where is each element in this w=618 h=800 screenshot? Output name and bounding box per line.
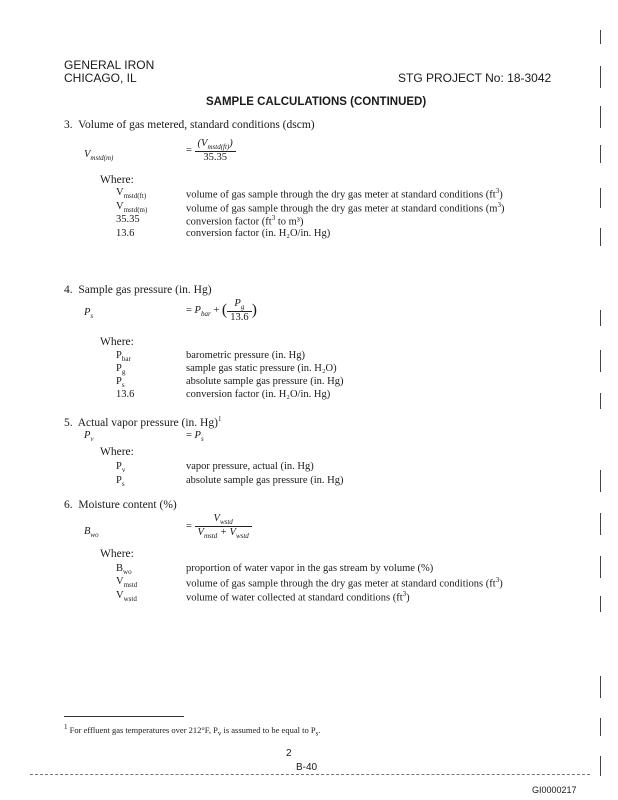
- section-6-term-definition: volume of water collected at standard conditions $(ft^3)$: [186, 590, 410, 604]
- section-5-where: Where:: [100, 446, 134, 458]
- section-3-term-definition: conversion factor ($ft^3$ to m³): [186, 214, 304, 228]
- section-4-term-definition: absolute sample gas pressure (in. Hg): [186, 376, 344, 387]
- section-4-term-symbol: $P_s$: [116, 376, 125, 390]
- section-3-lhs: $V_{mstd(m)}$: [84, 149, 114, 163]
- scan-mark: [600, 145, 601, 163]
- section-6-term-definition: volume of gas sample through the dry gas meter at standard conditions $(ft^3)$: [186, 576, 503, 590]
- section-6-term-definition: proportion of water vapor in the gas stream by volume (%): [186, 563, 434, 574]
- section-4-formula: = $P_{bar}$ + ( $\frac{P_g}{13.6}$ ): [186, 298, 257, 324]
- project-number: 18-3042: [507, 71, 552, 85]
- section-3-term-symbol: $V_{mstd(ft)}$: [116, 187, 147, 201]
- section-4-term-symbol: $P_{bar}$: [116, 350, 131, 364]
- section-5-term-symbol: $P_s$: [116, 475, 125, 489]
- section-5-term-definition: absolute sample gas pressure (in. Hg): [186, 475, 344, 486]
- scan-mark: [600, 718, 601, 736]
- section-3-formula: = $\frac{(V_{mstd(ft)})}{35.35}$: [186, 138, 236, 163]
- scan-mark: [600, 513, 601, 535]
- scan-mark: [600, 310, 601, 326]
- section-4-where: Where:: [100, 336, 134, 348]
- section-3-term-definition: conversion factor (in. H₂O/in. Hg): [186, 228, 331, 239]
- page-code: B-40: [296, 762, 318, 773]
- section-3-where: Where:: [100, 174, 134, 186]
- section-3-term-definition: volume of gas sample through the dry gas meter at standard conditions $(ft^3)$: [186, 187, 503, 201]
- section-3-term-symbol: 13.6: [116, 228, 135, 239]
- scan-mark: [600, 350, 601, 372]
- section-6-heading: 6. Moisture content (%): [64, 499, 177, 511]
- scan-mark: [600, 470, 601, 492]
- section-6-term-symbol: $V_{mstd}$: [116, 576, 138, 590]
- section-4-term-definition: sample gas static pressure (in. H₂O): [186, 363, 337, 374]
- section-3-heading: 3. Volume of gas metered, standard conditions (dscm): [64, 119, 315, 131]
- footnote-separator: [64, 716, 184, 717]
- section-6-where: Where:: [100, 548, 134, 560]
- section-5-formula: = $P_s$: [186, 430, 204, 444]
- page-number: 2: [286, 748, 292, 759]
- bates-number: GI0000217: [532, 785, 577, 795]
- section-3-term-definition: volume of gas sample through the dry gas meter at standard conditions $(m^3)$: [186, 201, 505, 215]
- scan-mark: [600, 66, 601, 88]
- section-6-term-symbol: $V_{wstd}$: [116, 590, 137, 604]
- section-3-term-symbol: 35.35: [116, 214, 140, 225]
- section-5-heading: 5. Actual vapor pressure (in. Hg)$^1$: [64, 415, 222, 429]
- section-4-term-symbol: 13.6: [116, 389, 135, 400]
- scan-mark: [600, 596, 601, 612]
- section-5-term-definition: vapor pressure, actual (in. Hg): [186, 461, 314, 472]
- page-title: SAMPLE CALCULATIONS (CONTINUED): [206, 96, 427, 108]
- scan-mark: [600, 30, 601, 44]
- section-4-term-definition: barometric pressure (in. Hg): [186, 350, 305, 361]
- scan-mark: [600, 106, 601, 128]
- company-location: CHICAGO, IL: [64, 71, 137, 85]
- section-4-heading: 4. Sample gas pressure (in. Hg): [64, 284, 212, 296]
- section-6-lhs: $B_{wo}$: [84, 526, 99, 540]
- section-6-term-symbol: $B_{wo}$: [116, 563, 132, 577]
- scan-mark: [600, 556, 601, 578]
- section-4-term-symbol: $P_g$: [116, 363, 126, 377]
- footnote: $^1$ For effluent gas temperatures over 212°F, $P_v$ is assumed to be equal to $P_s$.: [64, 723, 321, 738]
- footer-divider: [30, 774, 590, 775]
- project-label: STG PROJECT No:: [398, 71, 504, 85]
- section-5-term-symbol: $P_v$: [116, 461, 126, 475]
- section-6-formula: = $\frac{V_{wstd}}{V_{mstd} + V_{wstd}}$: [186, 513, 252, 540]
- scan-mark: [600, 676, 601, 698]
- company-name: GENERAL IRON: [64, 58, 155, 72]
- scan-mark: [600, 393, 601, 409]
- section-4-term-definition: conversion factor (in. H₂O/in. Hg): [186, 389, 331, 400]
- scan-mark: [600, 756, 601, 776]
- section-5-lhs: $P_v$: [84, 430, 94, 444]
- section-3-term-symbol: $V_{mstd(m)}$: [116, 201, 148, 215]
- section-4-lhs: $P_s$: [84, 307, 94, 321]
- scan-mark: [600, 188, 601, 208]
- project-number-line: [398, 71, 551, 85]
- scan-mark: [600, 228, 601, 246]
